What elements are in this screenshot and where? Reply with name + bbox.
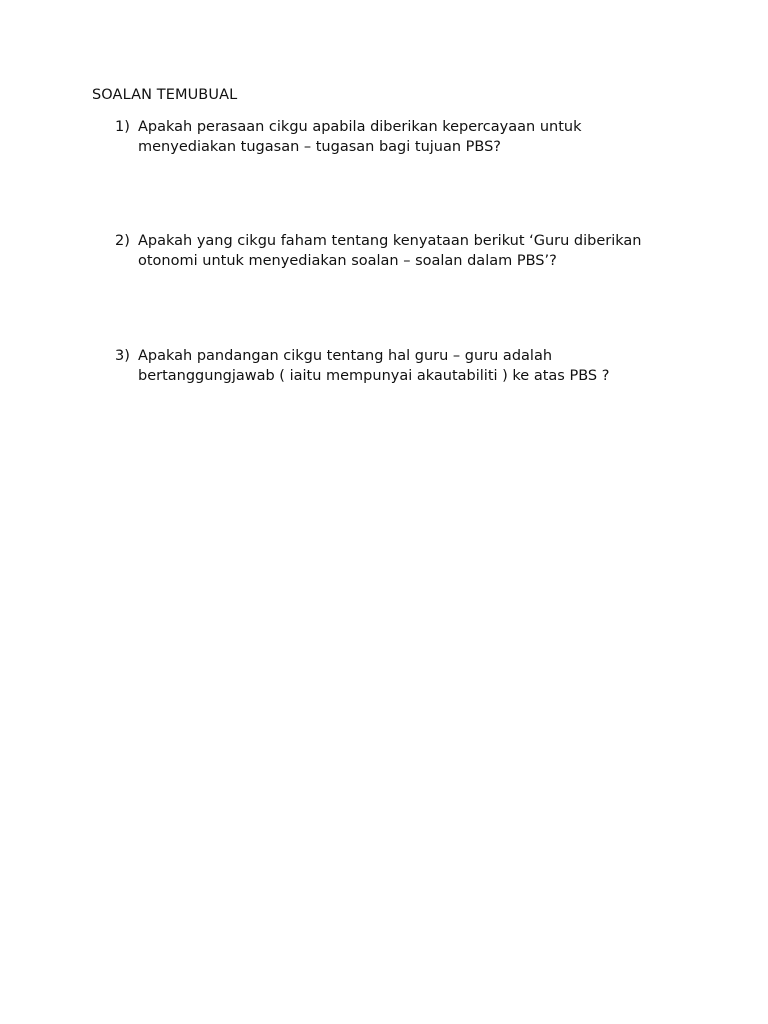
question-text-line: Apakah perasaan cikgu apabila diberikan kepercayaan untuk (138, 119, 582, 135)
document-title: SOALAN TEMUBUAL (92, 87, 238, 103)
question-text-line: menyediakan tugasan – tugasan bagi tujuan PBS? (138, 139, 501, 155)
question-number: 1) (115, 119, 130, 135)
question-number: 2) (115, 233, 130, 249)
question-text-line: Apakah yang cikgu faham tentang kenyataan berikut ‘Guru diberikan (138, 233, 642, 249)
question-text-line: otonomi untuk menyediakan soalan – soalan dalam PBS’? (138, 253, 557, 269)
question-text-line: bertanggungjawab ( iaitu mempunyai akautabiliti ) ke atas PBS ? (138, 368, 610, 384)
question-number: 3) (115, 348, 130, 364)
question-text-line: Apakah pandangan cikgu tentang hal guru – guru adalah (138, 348, 553, 364)
